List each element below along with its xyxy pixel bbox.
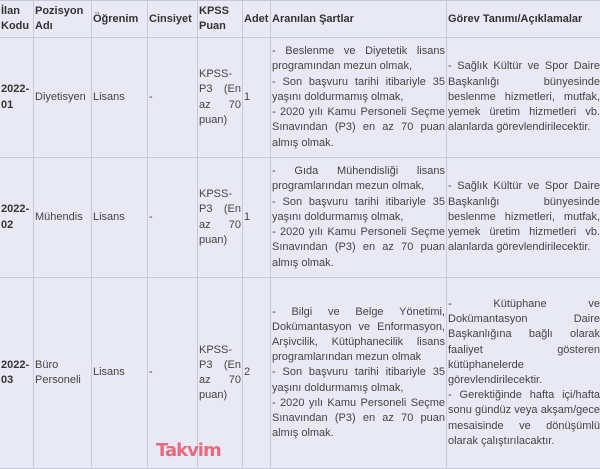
sartlar [271,158,447,278]
pozisyon: Mühendis [34,158,92,278]
duty: - Gerektiğinde hafta içi/hafta sonu gündüz veya akşam/gece mesaisinde ve dönüşümlü olarak çalıştırılacaktır. [448,388,600,449]
header-adet: Adet [243,1,271,38]
ilan-kodu: 2022-01 [0,38,34,158]
ogrenim: Lisans [92,158,148,278]
ogrenim: Lisans [92,38,148,158]
header-ilan-kodu: İlan Kodu [0,1,34,38]
header-sartlar: Aranılan Şartlar [271,1,447,38]
table-row [0,278,600,469]
cinsiyet: - [148,278,198,469]
adet: 1 [243,38,271,158]
requirement: - Son başvuru tarihi itibariyle 35 yaşını doldurmamış olmak, [272,75,445,105]
duty: - Sağlık Kültür ve Spor Daire Başkanlığı bünyesinde beslenme hizmetleri, mutfak, yemek üretim hizmetleri vb. alanlarda görevlendirilecektir. [448,179,600,255]
kpss-puan: KPSS-P3 (En az 70 puan) [198,38,243,158]
header-cinsiyet: Cinsiyet [148,1,198,38]
gorev [447,158,600,278]
duty: - Sağlık Kültür ve Spor Daire Başkanlığı bünyesinde beslenme hizmetleri, mutfak, yemek üretim hizmetleri vb. alanlarda görevlendirilecektir. [448,59,600,135]
ogrenim: Lisans [92,278,148,469]
table-header [0,1,600,38]
duty: - Kütüphane ve Dokümantasyon Daire Başkanlığına bağlı olarak faaliyet gösteren kütüphanelerde görevlendirilecektir. [448,297,600,388]
requirement: - 2020 yılı Kamu Personeli Seçme Sınavından (P3) en az 70 puan almış olmak. [272,105,445,151]
requirement: - 2020 yılı Kamu Personeli Seçme Sınavından (P3) en az 70 puan almış olmak. [272,396,445,442]
takvim-watermark-logo: Takvim [156,441,221,461]
gorev [447,278,600,469]
header-kpss: KPSS Puan [198,1,243,38]
table-row [0,158,600,278]
header-ogrenim: Öğrenim [92,1,148,38]
ilan-kodu: 2022-02 [0,158,34,278]
kpss-puan: KPSS-P3 (En az 70 puan) [198,278,243,469]
sartlar [271,38,447,158]
kpss-puan: KPSS-P3 (En az 70 puan) [198,158,243,278]
gorev [447,38,600,158]
adet: 1 [243,158,271,278]
header-pozisyon: Pozisyon Adı [34,1,92,38]
requirement: - Bilgi ve Belge Yönetimi, Dokümantasyon ve Enformasyon, Arşivcilik, Kütüphanecilik lisans programlarından mezun olmak [272,305,445,366]
cinsiyet: - [148,38,198,158]
requirement: - Son başvuru tarihi itibariyle 35 yaşını doldurmamış olmak, [272,365,445,395]
sartlar [271,278,447,469]
ilan-kodu: 2022-03 [0,278,34,469]
header-gorev: Görev Tanımı/Açıklamalar [447,1,600,38]
cinsiyet: - [148,158,198,278]
pozisyon: Büro Personeli [34,278,92,469]
adet: 2 [243,278,271,469]
requirement: - Beslenme ve Diyetetik lisans programından mezun olmak, [272,44,445,74]
requirement: - Gıda Mühendisliği lisans programlarından mezun olmak, [272,164,445,194]
requirement: - 2020 yılı Kamu Personeli Seçme Sınavından (P3) en az 70 puan almış olmak. [272,225,445,271]
pozisyon: Diyetisyen [34,38,92,158]
table-row [0,38,600,158]
requirement: - Son başvuru tarihi itibariyle 35 yaşını doldurmamış olmak, [272,195,445,225]
